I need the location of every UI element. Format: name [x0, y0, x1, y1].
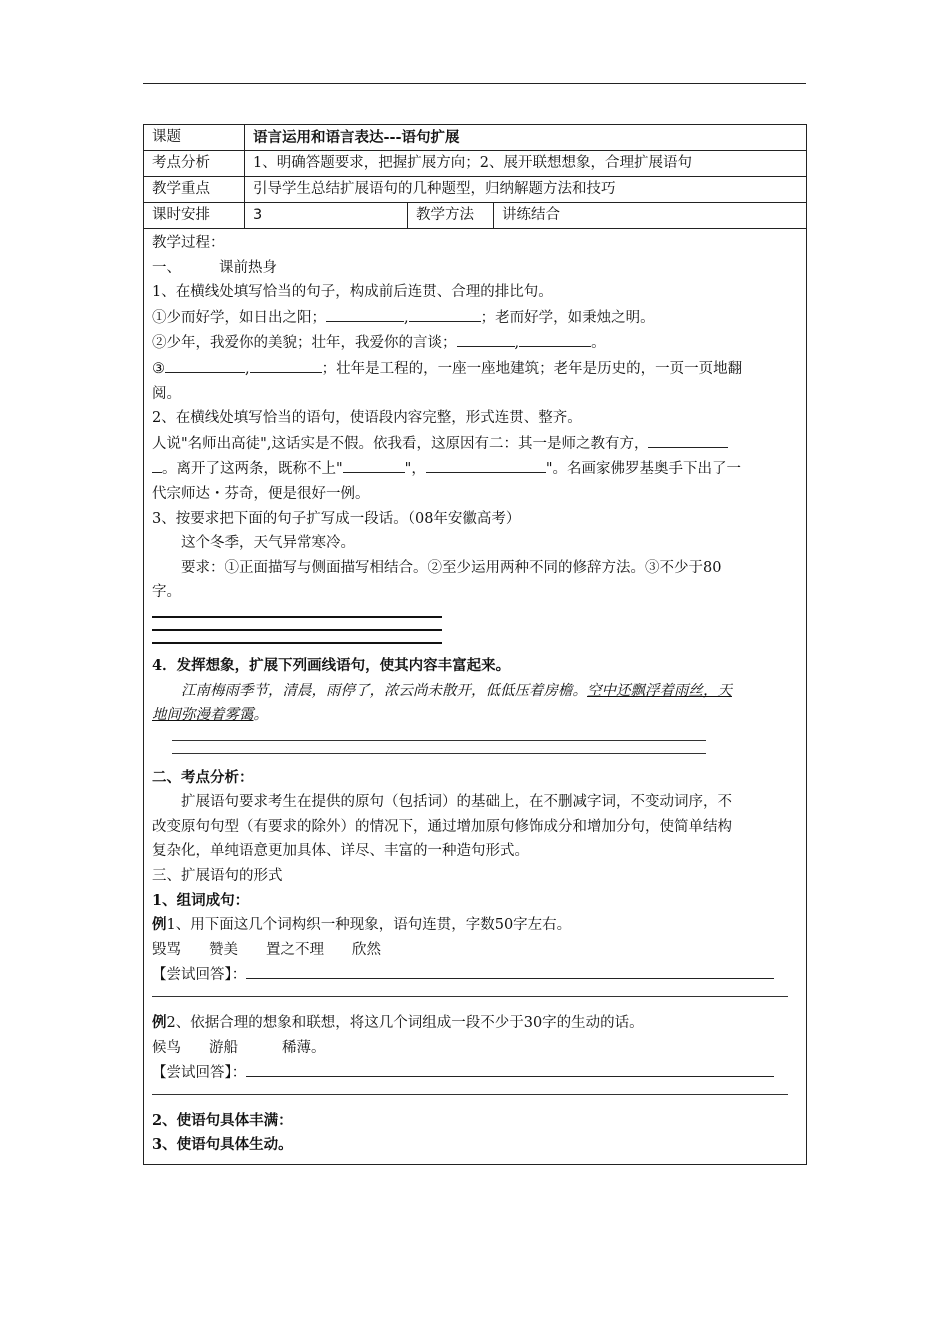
- topic-3: 3、使语句具体生动。: [152, 1136, 293, 1154]
- section-2-title: 二、考点分析：: [152, 768, 254, 786]
- example-1-words: 毁骂 赞美 置之不理 欣然: [152, 941, 381, 958]
- example-2: 例2、依据合理的想象和联想，将这几个词组成一段不少于30字的生动的话。: [152, 1014, 644, 1032]
- blank[interactable]: [152, 456, 162, 473]
- answer-line[interactable]: [152, 1094, 788, 1095]
- section-1-number: 一、: [152, 259, 181, 276]
- question-1-a: ①少而好学，如日出之阳； , ；老而好学，如秉烛之明。: [152, 305, 798, 331]
- answer-line[interactable]: [152, 642, 442, 644]
- question-1-c-cont: 阅。: [152, 385, 181, 402]
- header-rule: [143, 83, 806, 84]
- row-topic: [144, 125, 807, 151]
- question-1: 1、在横线处填写恰当的句子，构成前后连贯、合理的排比句。: [152, 284, 553, 301]
- hours-label: 课时安排: [144, 203, 245, 229]
- question-2-p1: 人说"名师出高徒",这话实是不假。依我看，这原因有二：其一是师之教有方，: [152, 431, 798, 457]
- process-title: 教学过程：: [152, 235, 225, 251]
- answer-line[interactable]: [152, 616, 442, 618]
- answer-line[interactable]: [246, 962, 774, 979]
- section-2-p3: 复杂化，单纯语意更加具体、详尽、丰富的一种造句形式。: [152, 843, 529, 860]
- question-2: 2、在横线处填写恰当的语句，使语段内容完整，形式连贯、整齐。: [152, 410, 582, 427]
- question-2-p3: 代宗师达・芬奇，便是很好一例。: [152, 485, 370, 502]
- answer-line[interactable]: [172, 753, 706, 754]
- lesson-plan-table: [143, 124, 807, 1165]
- blank[interactable]: [457, 330, 515, 347]
- blank[interactable]: [250, 356, 322, 373]
- blank[interactable]: [409, 305, 481, 322]
- topic-value: 语言运用和语言表达---语句扩展: [245, 125, 807, 151]
- focus-value: 引导学生总结扩展语句的几种题型，归纳解题方法和技巧: [245, 177, 807, 203]
- example-1-try: 【尝试回答】：: [152, 962, 798, 988]
- analysis-label: 考点分析: [144, 151, 245, 177]
- method-value: 讲练结合: [494, 203, 807, 229]
- process-cell: [144, 229, 807, 1165]
- focus-label: 教学重点: [144, 177, 245, 203]
- question-1-c: ③ , ；壮年是工程的，一座一座地建筑；老年是历史的，一页一页地翻: [152, 356, 798, 382]
- row-schedule: [144, 203, 807, 229]
- topic-1: 1、组词成句：: [152, 891, 250, 909]
- hours-value: 3: [245, 203, 408, 229]
- question-4-text-cont: 地间弥漫着雾霭。: [152, 707, 268, 724]
- section-2-p1: 扩展语句要求考生在提供的原句（包括词）的基础上，在不删减字词，不变动词序，不: [181, 794, 732, 811]
- section-2-p2: 改变原句句型（有要求的除外）的情况下，通过增加原句修饰成分和增加分句，使简单结构: [152, 818, 732, 835]
- analysis-value: 1、明确答题要求，把握扩展方向；2、展开联想想象，合理扩展语句: [245, 151, 807, 177]
- section-1-heading: [152, 256, 798, 281]
- question-3-sentence: 这个冬季，天气异常寒冷。: [181, 535, 355, 552]
- answer-line[interactable]: [152, 996, 788, 997]
- topic-label: 课题: [144, 125, 245, 151]
- answer-line[interactable]: [152, 629, 442, 631]
- blank[interactable]: [519, 330, 591, 347]
- example-2-words: 候鸟 游船 稀薄。: [152, 1039, 326, 1056]
- blank[interactable]: [165, 356, 245, 373]
- question-4-text: 江南梅雨季节，清晨，雨停了，浓云尚未散开，低低压着房檐。空中还飘浮着雨丝，天: [181, 682, 732, 699]
- example-2-try: 【尝试回答】：: [152, 1060, 798, 1086]
- blank[interactable]: [326, 305, 404, 322]
- blank[interactable]: [648, 431, 728, 448]
- blank[interactable]: [426, 456, 546, 473]
- answer-line[interactable]: [246, 1060, 774, 1077]
- question-4: 4．发挥想象，扩展下列画线语句，使其内容丰富起来。: [152, 656, 511, 674]
- row-analysis: [144, 151, 807, 177]
- blank[interactable]: [343, 456, 405, 473]
- question-3-requirement-cont: 字。: [152, 584, 181, 601]
- row-focus: [144, 177, 807, 203]
- question-1-b: ②少年，我爱你的美貌；壮年，我爱你的言谈； , 。: [152, 330, 798, 356]
- section-1-title: 课前热身: [219, 259, 277, 276]
- row-process: [144, 229, 807, 1165]
- section-3-title: 三、扩展语句的形式: [152, 868, 283, 885]
- question-2-p2: 。离开了这两条，既称不上" "， "。名画家佛罗基奥手下出了一: [152, 456, 798, 482]
- method-label: 教学方法: [408, 203, 494, 229]
- question-3: 3、按要求把下面的句子扩写成一段话。（08年安徽高考）: [152, 510, 521, 527]
- topic-2: 2、使语句具体丰满：: [152, 1111, 293, 1129]
- example-1: 例1、用下面这几个词构织一种现象，语句连贯，字数50字左右。: [152, 916, 572, 934]
- answer-line[interactable]: [172, 740, 706, 741]
- question-3-requirement: 要求：①正面描写与侧面描写相结合。②至少运用两种不同的修辞方法。③不少于80: [181, 559, 722, 576]
